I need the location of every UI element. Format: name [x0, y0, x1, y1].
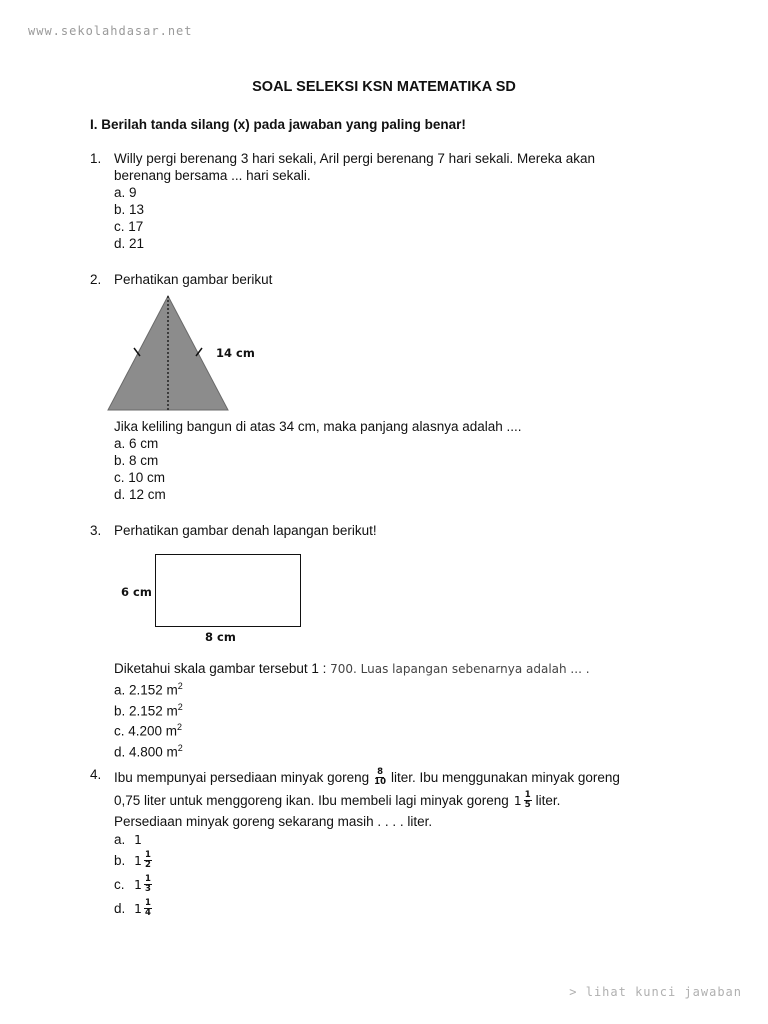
question-4 — [90, 766, 690, 920]
question-text: Jika keliling bangun di atas 34 cm, maka panjang alasnya adalah .... — [114, 419, 522, 434]
question-text: Willy pergi berenang 3 hari sekali, Aril pergi berenang 7 hari sekali. Mereka akan — [114, 151, 596, 166]
question-text: Diketahui skala gambar tersebut 1 : 700. Luas lapangan sebenarnya adalah ... . — [114, 661, 590, 676]
question-prompt: Perhatikan gambar berikut — [114, 272, 273, 287]
question-number: 4. — [90, 767, 102, 782]
answer-option-d[interactable]: d. 21 — [114, 236, 145, 251]
answer-option-b[interactable]: b. 2.152 $m^2$ — [114, 701, 183, 718]
rectangle-height-label: 6 cm — [121, 585, 152, 599]
answer-option-d[interactable]: d. 1 $\frac{1}{4}$ — [114, 897, 151, 918]
question-text: berenang bersama ... hari sekali. — [114, 168, 311, 183]
watermark-top: www.sekolahdasar.net — [28, 24, 193, 38]
answer-option-a[interactable]: a. 6 cm — [114, 436, 159, 451]
answer-option-c[interactable]: c. 10 cm — [114, 470, 166, 485]
question-2 — [90, 271, 272, 288]
answer-option-a[interactable]: a. 1 — [114, 831, 142, 847]
question-text: Ibu mempunyai persediaan minyak goreng $\frac{8}{10}$ liter. Ibu menggunakan minyak goreng — [114, 766, 620, 787]
question-2-body — [90, 418, 522, 503]
question-1 — [90, 150, 595, 252]
question-number: 2. — [90, 272, 102, 287]
answer-option-b[interactable]: b. 1 $\frac{1}{2}$ — [114, 849, 151, 870]
fraction: $\frac{1}{3}$ — [144, 873, 151, 894]
question-number: 1. — [90, 151, 102, 166]
rectangle-width-label: 8 cm — [205, 630, 236, 644]
question-prompt: Perhatikan gambar denah lapangan berikut! — [114, 523, 377, 538]
fraction: $\frac{1}{4}$ — [144, 897, 151, 918]
fraction: $\frac{8}{10}$ — [374, 766, 386, 787]
fraction: $\frac{1}{2}$ — [144, 849, 151, 870]
side-length-label: 14 cm — [216, 346, 255, 360]
question-text: Persediaan minyak goreng sekarang masih . . . . liter. — [114, 813, 433, 829]
page-title: SOAL SELEKSI KSN MATEMATIKA SD — [252, 79, 516, 95]
answer-option-b[interactable]: b. 8 cm — [114, 453, 159, 468]
section-instruction: I. Berilah tanda silang (x) pada jawaban yang paling benar! — [90, 117, 466, 132]
fraction: $\frac{1}{5}$ — [524, 789, 531, 810]
question-text: 0,75 liter untuk menggoreng ikan. Ibu membeli lagi minyak goreng 1 $\frac{1}{5}$ liter. — [114, 789, 561, 810]
answer-option-d[interactable]: d. 12 cm — [114, 487, 166, 502]
answer-option-a[interactable]: a. 9 — [114, 185, 137, 200]
answer-option-b[interactable]: b. 13 — [114, 202, 145, 217]
answer-option-c[interactable]: c. 1 $\frac{1}{3}$ — [114, 873, 151, 894]
answer-option-d[interactable]: d. 4.800 $m^2$ — [114, 742, 183, 759]
question-number: 3. — [90, 523, 102, 538]
answer-option-c[interactable]: c. 4.200 $m^2$ — [114, 722, 183, 739]
question-3 — [90, 522, 377, 539]
question-3-body — [90, 660, 590, 760]
answer-option-c[interactable]: c. 17 — [114, 219, 144, 234]
answer-option-a[interactable]: a. 2.152 $m^2$ — [114, 681, 183, 698]
field-plan-rectangle — [155, 554, 301, 627]
answer-key-link[interactable]: > lihat kunci jawaban — [569, 985, 742, 999]
